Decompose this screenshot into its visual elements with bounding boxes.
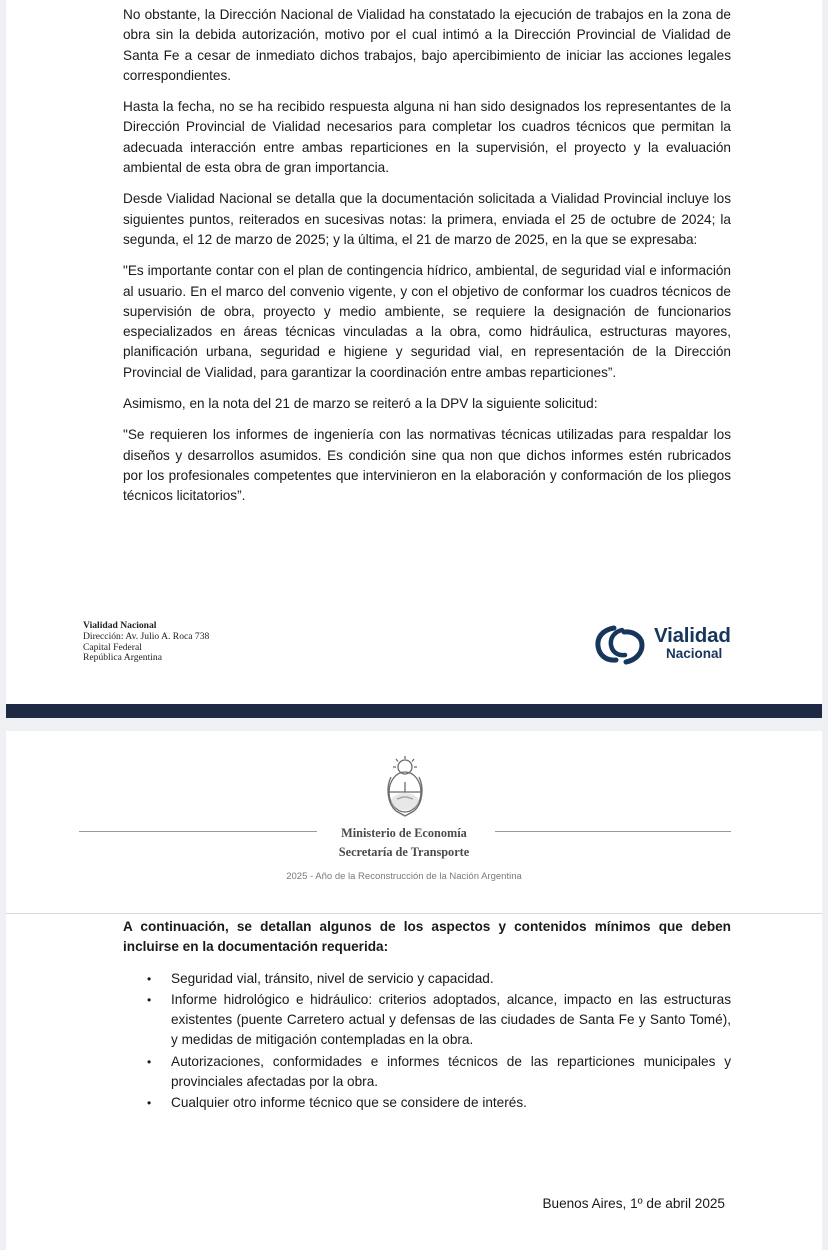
ministry-header (6, 824, 802, 862)
requirements-list (123, 969, 731, 1114)
document-page-1 (6, 0, 822, 704)
paragraph: Asimismo, en la nota del 21 de marzo se reiteró a la DPV la siguiente solicitud: (123, 396, 598, 412)
footer-city: Capital Federal (83, 641, 142, 653)
year-motto: 2025 - Año de la Reconstrucción de la Nación Argentina (286, 871, 522, 882)
vialidad-nacional-logo (594, 622, 744, 666)
logo-word-vialidad: Vialidad (654, 624, 731, 647)
requirements-intro: A continuación, se detallan algunos de los aspectos y contenidos mínimos que deben incluirse en la documentación requerida: (123, 919, 731, 955)
logo-word-nacional: Nacional (666, 646, 723, 661)
paragraph: Hasta la fecha, no se ha recibido respuesta alguna ni han sido designados los representantes de la Dirección Provincial de Vialidad necesarios para completar los cuadros técnicos que permitan la adecuada interacción entre ambas reparticiones en la supervisión, el proyecto y la evaluación ambiental de esta obra de gran importancia. (123, 99, 731, 176)
list-item: • Cualquier otro informe técnico que se considere de interés. (123, 1093, 731, 1113)
secretariat-name: Secretaría de Transporte (338, 845, 470, 859)
vialidad-logo-icon (594, 622, 650, 666)
quoted-paragraph: "Es importante contar con el plan de contingencia hídrico, ambiental, de seguridad vial e información al usuario. En el marco del convenio vigente, y con el objetivo de conformar los cuadros técnicos de supervisión de obra, proyecto y medio ambiente, se requiere la designación de funcionarios especializados en áreas técnicas vinculadas a la obra, como hidráulica, estructuras mayores, planificación urbana, seguridad e higiene y seguridad vial, en representación de la Dirección Provincial de Vialidad, para garantizar la coordinación entre ambas reparticiones”. (123, 263, 731, 380)
footer-country: República Argentina (83, 652, 162, 664)
bullet-glyph: • (147, 971, 152, 986)
footer-org: Vialidad Nacional (83, 620, 157, 631)
paragraph: No obstante, la Dirección Nacional de Vialidad ha constatado la ejecución de trabajos en la zona de obra sin la debida autorización, motivo por el cual intimó a la Dirección Provincial de Vialidad de Santa Fe a cesar de inmediato dichos trabajos, bajo apercibimiento de iniciar las acciones legales correspondientes. (123, 7, 731, 83)
bullet-glyph: • (147, 1054, 152, 1069)
list-item: • Seguridad vial, tránsito, nivel de servicio y capacidad. (123, 969, 731, 989)
footer-address: Dirección: Av. Julio A. Roca 738 (83, 630, 210, 642)
list-item: • Informe hidrológico e hidráulico: criterios adoptados, alcance, impacto en las estructuras existentes (puente Carretero actual y defensas de las ciudades de Santa Fe y Santo Tomé), y medidas de mitigación contempladas en la obra. (147, 991, 731, 1048)
letterhead-footer-address (83, 621, 209, 664)
bullet-glyph: • (147, 1096, 152, 1111)
page-separator-band (6, 704, 822, 718)
place-and-date: Buenos Aires, 1º de abril 2025 (542, 1196, 725, 1211)
ministry-name: Ministerio de Economía (341, 826, 467, 840)
national-coat-of-arms-icon (382, 753, 428, 819)
document-page-2 (6, 731, 822, 1250)
bullet-glyph: • (147, 992, 152, 1007)
header-divider (6, 913, 822, 914)
paragraph: Desde Vialidad Nacional se detalla que la documentación solicitada a Vialidad Provincial incluye los siguientes puntos, reiterados en sucesivas notas: la primera, enviada el 25 de octubre de 2024; la segunda, el 12 de marzo de 2025; y la última, el 21 de marzo de 2025, en la que se expresaba: (123, 191, 731, 247)
list-item: • Autorizaciones, conformidades e informes técnicos de las reparticiones municipales y provinciales afectadas por la obra. (147, 1053, 731, 1090)
page-2-body (123, 917, 731, 1115)
quoted-paragraph: "Se requieren los informes de ingeniería con las normativas técnicas utilizadas para respaldar los diseños y desarrollos asumidos. Es condición sine qua non que dichos informes estén rubricados por los profesionales competentes que intervinieron en la elaboración y conformación de los pliegos técnicos licitatorios”. (123, 427, 731, 504)
page-1-body (123, 5, 731, 518)
